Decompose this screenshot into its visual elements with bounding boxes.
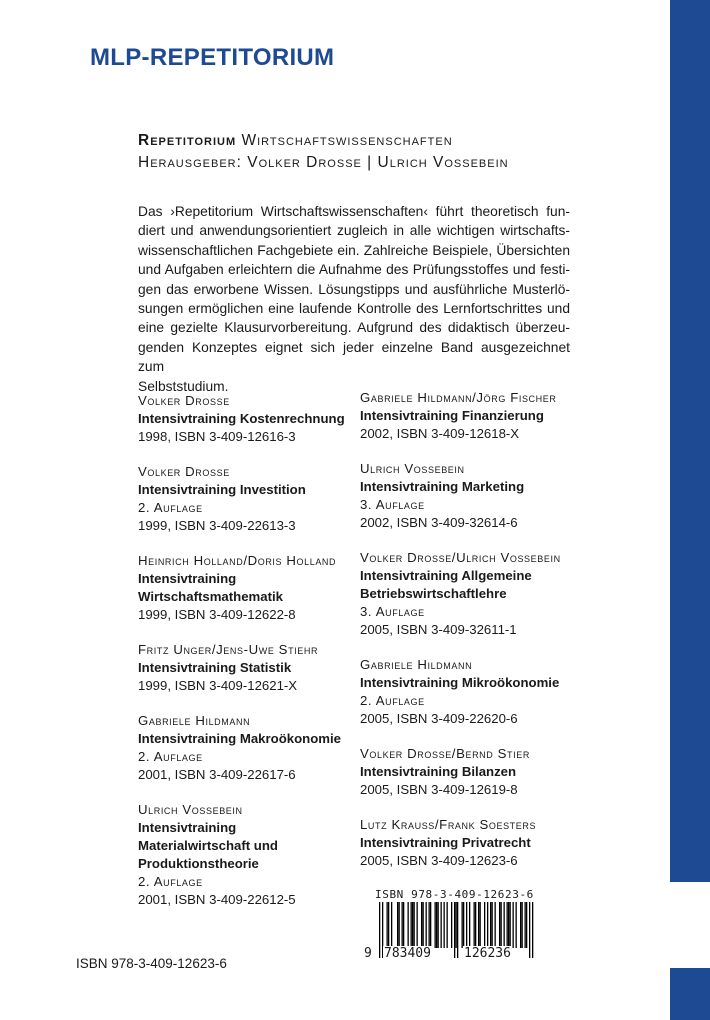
book-entry	[360, 549, 575, 639]
barcode-bar	[435, 902, 436, 948]
barcode-bar	[447, 902, 448, 948]
book-list-left	[138, 392, 378, 909]
barcode-bar	[487, 902, 488, 948]
barcode-bar	[397, 902, 398, 948]
barcode-bar	[457, 902, 458, 958]
cover-spine-band	[670, 0, 710, 882]
barcode-bar	[426, 902, 427, 948]
intro-paragraph	[138, 202, 570, 396]
intro-line: genden Konzeptes eignet sich jeder einzelne Band ausgezeichnet zum	[138, 339, 570, 375]
barcode-bar	[499, 902, 500, 948]
book-publication: 1999, ISBN 3-409-12622-8	[138, 607, 296, 622]
barcode-bar	[454, 902, 455, 958]
barcode-bar	[510, 902, 511, 948]
book-title: Intensivtraining Investition	[138, 482, 306, 497]
barcode-bar	[423, 902, 424, 948]
book-author: Volker Drosse	[138, 393, 230, 408]
barcode-bar	[379, 902, 380, 958]
barcode-bar	[463, 902, 464, 948]
book-publication: 2005, ISBN 3-409-12619-8	[360, 782, 518, 797]
book-title: Materialwirtschaft und	[138, 838, 278, 853]
book-author: Gabriele Hildmann/Jörg Fischer	[360, 390, 557, 405]
book-publication: 1999, ISBN 3-409-22613-3	[138, 518, 296, 533]
book-title: Intensivtraining	[138, 820, 237, 835]
book-edition: 3. Auflage	[360, 604, 425, 619]
barcode-bar	[429, 902, 430, 948]
barcode-bar	[532, 902, 533, 958]
barcode-bar	[480, 902, 481, 948]
editors-label: Herausgeber:	[138, 154, 242, 171]
barcode-bar	[469, 902, 470, 948]
barcode-bar	[492, 902, 493, 948]
book-edition: 2. Auflage	[360, 693, 425, 708]
barcode-bar	[466, 902, 467, 948]
barcode-bar	[444, 902, 445, 948]
intro-line: wissenschaftlichen Fachgebiete ein. Zahlreiche Beispiele, Übersichten	[138, 242, 570, 258]
barcode-bar	[388, 902, 389, 948]
barcode-bar	[508, 902, 509, 948]
series-name-rest: Wirtschaftswissenschaften	[241, 132, 453, 149]
barcode-bar	[421, 902, 422, 948]
book-publication: 2005, ISBN 3-409-12623-6	[360, 853, 518, 868]
book-author: Volker Drosse/Ulrich Vossebein	[360, 550, 561, 565]
book-author: Gabriele Hildmann	[360, 657, 473, 672]
barcode-bar	[475, 902, 476, 948]
barcode-digits-right: 126236	[464, 946, 511, 961]
barcode-isbn-text: ISBN 978-3-409-12623-6	[375, 888, 534, 901]
barcode-bar	[403, 902, 404, 948]
book-author: Fritz Unger/Jens-Uwe Stiehr	[138, 642, 319, 657]
book-author: Ulrich Vossebein	[360, 461, 465, 476]
barcode-bar	[414, 902, 415, 948]
book-title: Intensivtraining Privatrecht	[360, 835, 531, 850]
book-entry	[138, 552, 378, 624]
book-entry	[138, 463, 378, 535]
barcode-bar	[408, 902, 409, 948]
book-title: Intensivtraining Bilanzen	[360, 764, 517, 779]
editors-names: Volker Drosse | Ulrich Vossebein	[247, 154, 509, 171]
series-name-bold: Repetitorium	[138, 132, 237, 149]
series-header	[138, 130, 509, 174]
book-title: Intensivtraining Allgemeine	[360, 568, 532, 583]
barcode-bar	[478, 902, 479, 948]
intro-line: sungen ermöglichen eine laufende Kontrolle des Lernfortschrittes und	[138, 301, 570, 317]
book-entry	[138, 801, 378, 909]
book-entry	[138, 641, 378, 695]
book-title: Intensivtraining Marketing	[360, 479, 525, 494]
book-entry	[138, 392, 378, 446]
barcode-bar	[490, 902, 491, 948]
barcode-bar	[441, 902, 442, 948]
book-entry	[360, 389, 575, 443]
book-author: Lutz Krauss/Frank Soesters	[360, 817, 537, 832]
barcode-bar	[474, 902, 475, 948]
book-publication: 2002, ISBN 3-409-32614-6	[360, 515, 518, 530]
book-title: Intensivtraining Statistik	[138, 660, 292, 675]
book-author: Volker Drosse	[138, 464, 230, 479]
barcode-bar	[529, 902, 530, 958]
book-publication: 1999, ISBN 3-409-12621-X	[138, 678, 298, 693]
intro-line: Selbststudium.	[138, 378, 229, 394]
book-publication: 2005, ISBN 3-409-32611-1	[360, 622, 517, 637]
barcode-bar	[436, 902, 437, 948]
book-publication: 2001, ISBN 3-409-22612-5	[138, 892, 296, 907]
barcode-bar	[387, 902, 388, 948]
book-entry	[360, 460, 575, 532]
barcode-bar	[526, 902, 527, 948]
series-editors-line	[138, 152, 509, 174]
book-title: Intensivtraining Makroökonomie	[138, 731, 341, 746]
book-publication: 2001, ISBN 3-409-22617-6	[138, 767, 296, 782]
barcode-bar	[456, 902, 457, 948]
intro-line: diert und anwendungsorientiert zugleich in alle wichtigen wirtschafts-	[138, 223, 570, 239]
barcode-bar	[525, 902, 526, 948]
barcode-bar	[507, 902, 508, 948]
book-publication: 2002, ISBN 3-409-12618-X	[360, 426, 520, 441]
book-title: Intensivtraining Finanzierung	[360, 408, 544, 423]
barcode-bar	[417, 902, 418, 948]
book-author: Ulrich Vossebein	[138, 802, 243, 817]
book-edition: 2. Auflage	[138, 749, 203, 764]
barcode-bar	[520, 902, 521, 948]
barcode-bar	[484, 902, 485, 948]
barcode-bar	[495, 902, 496, 948]
book-publication: 1998, ISBN 3-409-12616-3	[138, 429, 296, 444]
intro-line: und Aufgaben erleichtern die Aufnahme des Prüfungsstoffes und festi-	[138, 262, 570, 278]
barcode-bar	[438, 902, 439, 948]
isbn-number: ISBN 978-3-409-12623-6	[76, 956, 227, 971]
intro-line: gen das erworbene Wissen. Lösungstipps und ausführliche Musterlö-	[138, 281, 570, 297]
intro-line: eine gezielte Klausurvorbereitung. Aufgrund des didaktisch überzeu-	[138, 320, 570, 336]
book-author: Volker Drosse/Bernd Stier	[360, 746, 530, 761]
book-title: Intensivtraining Kostenrechnung	[138, 411, 345, 426]
barcode-bar	[504, 902, 505, 948]
barcode-bar	[462, 902, 463, 948]
book-title: Intensivtraining	[138, 571, 237, 586]
barcode-bar	[411, 902, 412, 948]
book-publication: 2005, ISBN 3-409-22620-6	[360, 711, 518, 726]
barcode-bar	[513, 902, 514, 948]
book-entry	[138, 712, 378, 784]
book-edition: 2. Auflage	[138, 500, 203, 515]
barcode-bar	[516, 902, 517, 948]
book-entry	[360, 816, 575, 870]
book-title: Intensivtraining Mikroökonomie	[360, 675, 560, 690]
barcode-bar	[522, 902, 523, 948]
book-author: Heinrich Holland/Doris Holland	[138, 553, 337, 568]
book-author: Gabriele Hildmann	[138, 713, 251, 728]
barcode-bar	[501, 902, 502, 948]
book-entry	[360, 656, 575, 728]
series-name-line	[138, 130, 509, 152]
book-title: Produktionstheorie	[138, 856, 259, 871]
barcode	[363, 888, 539, 974]
cover-spine-band-bottom	[670, 968, 710, 1020]
book-entry	[360, 745, 575, 799]
barcode-bar	[402, 902, 403, 948]
barcode-bar	[399, 902, 400, 948]
book-title: Betriebswirtschaftlehre	[360, 586, 507, 601]
book-title: Wirtschaftsmathematik	[138, 589, 283, 604]
book-edition: 2. Auflage	[138, 874, 203, 889]
book-list-right	[360, 389, 575, 870]
barcode-digit-first: 9	[364, 946, 372, 961]
intro-line: Das ›Repetitorium Wirtschaftswissenschaften‹ führt theoretisch fun-	[138, 204, 570, 219]
barcode-bar	[451, 902, 452, 948]
series-brand-title: MLP-REPETITORIUM	[90, 44, 335, 71]
barcode-bar	[391, 902, 392, 948]
barcode-bar	[412, 902, 413, 948]
barcode-digits-left: 783409	[384, 946, 431, 961]
book-edition: 3. Auflage	[360, 497, 425, 512]
barcode-bar	[430, 902, 431, 948]
